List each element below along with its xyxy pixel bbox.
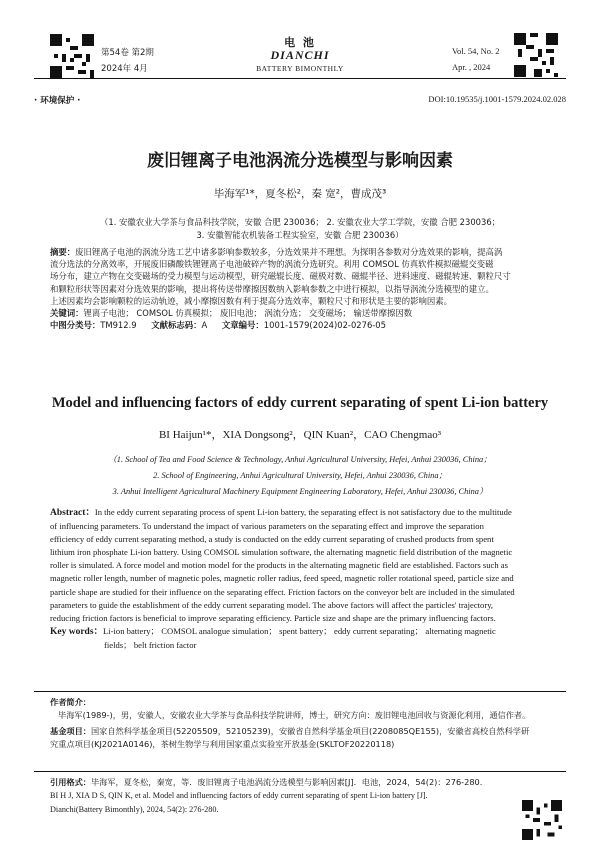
header-divider (34, 78, 566, 79)
abstract-en-line: lithium iron phosphate Li-ion battery. Using COMSOL simulation software, the alternating magnetic field distribution of the magnetic (50, 547, 513, 558)
header-volume-cn: 第54卷 第2期 (101, 48, 154, 58)
section-tag: · 环境保护 · (34, 96, 81, 106)
abstract-cn-line: 和颗粒形状等因素对分选效果的影响，提出将传送带摩擦因数纳入影响参数之中进行模拟，以指导涡流分选模型的建立。 (50, 283, 494, 294)
doc-code-label: 文献标志码： (151, 320, 202, 331)
affiliation-cn-line: 3. 安徽智能农机装备工程实验室，安徽 合肥 230036） (196, 230, 404, 240)
author-intro: 毕海军(1989-)，男，安徽人，安徽农业大学茶与食品科技学院讲师，博士，研究方向：废旧锂电池回收与资源化利用，通信作者。 (58, 709, 531, 720)
authors-cn: 毕海军¹*，夏冬松²，秦 宽²，曹成茂³ (213, 188, 387, 200)
citation (50, 775, 520, 817)
title-cn: 废旧锂离子电池涡流分选模型与影响因素 (147, 151, 453, 171)
fund-label: 基金项目： (50, 726, 91, 736)
abstract-cn-line: 上述因素均会影响颗粒的运动轨迹，减小摩擦因数有利于提高分选效率，颗粒尺寸和形状是主要的影响因素。 (50, 295, 452, 306)
article-no-label: 文章编号： (221, 320, 264, 331)
authors-en: BI Haijun¹*，XIA Dongsong²，QIN Kuan²，CAO Chengmao³ (158, 429, 442, 441)
abstract-cn-label: 摘要： (50, 247, 76, 257)
affiliation-en-line: 2. School of Engineering, Anhui Agricultural University, Hefei, Anhui 230036, China； (153, 471, 447, 480)
affiliation-en-line: （1. School of Tea and Food Science & Technology, Anhui Agricultural University, Hefei, Anhui 230036, China； (108, 455, 492, 464)
fund-text: 究重点项目(KJ2021A0146)，茶树生物学与利用国家重点实验室开放基金(SKLTOF20220118) (50, 738, 395, 749)
header-date-en: Apr. , 2024 (452, 62, 491, 72)
affiliation-en-line: 3. Anhui Intelligent Agricultural Machinery Equipment Engineering Laboratory, Hefei, Anhui 230036, China） (112, 487, 488, 496)
title-en: Model and influencing factors of eddy current separating of spent Li-ion battery (51, 395, 549, 411)
citation-cn: 毕海军，夏冬松，秦宽，等．废旧锂离子电池涡流分选模型与影响因素[J]．电池，2024，54(2)：276-280. (90, 777, 483, 787)
article-no-value: 1001-1579(2024)02-0276-05 (263, 320, 386, 331)
citation-en: Dianchi(Battery Bimonthly), 2024, 54(2): 276-280. (50, 805, 219, 814)
abstract-cn (50, 246, 558, 331)
keywords-en: fields； belt friction factor (104, 639, 197, 650)
fund-text: 国家自然科学基金项目(52205509，52105239)，安徽省自然科学基金项目(2208085QE155)，安徽省高校自然科学研 (90, 726, 530, 736)
keywords-en: Li-ion battery； COMSOL analogue simulation； spent battery； eddy current separating； alternating magnetic (103, 625, 496, 636)
doi: DOI:10.19535/j.1001-1579.2024.02.028 (428, 94, 566, 104)
keywords-cn: 锂离子电池； COMSOL 仿真模拟； 废旧电池； 涡流分选； 交变磁场； 输送带摩擦因数 (83, 308, 413, 319)
affiliation-cn-line: （1. 安徽农业大学茶与食品科技学院，安徽 合肥 230036； 2. 安徽农业大学工学院，安徽 合肥 230036； (99, 217, 501, 227)
clc-value: TM912.9 (100, 320, 137, 331)
citation-label: 引用格式： (50, 777, 91, 787)
abstract-en-label: Abstract： (50, 508, 95, 518)
journal-subtitle: BATTERY BIMONTHLY (256, 64, 344, 73)
journal-name-cn: 电 池 (284, 36, 316, 49)
abstract-en-line: efficiency of eddy current separating method, a study is conducted on the eddy current separating of crushed products from spent (50, 534, 494, 545)
citation-divider (34, 771, 566, 772)
abstract-en-line: parameters to guide the establishment of the eddy current separating model. The above factors will affect the particles' trajectory, (50, 599, 494, 610)
abstract-en-line: magnetic roller length, number of magnetic poles, magnetic roller radius, feed speed, magnetic roller rotational speed, particle size and (50, 573, 514, 584)
abstract-en-line: In the eddy current separating process of spent Li-ion battery, the separating effect is not satisfactory due to the multitude (94, 507, 512, 517)
footnotes (50, 696, 566, 750)
journal-name-en: DIANCHI (270, 48, 330, 62)
citation-en: BI H J, XIA D S, QIN K, et al. Model and influencing factors of eddy current separating of spent Li-ion battery [J]. (50, 791, 428, 800)
header-volume-en: Vol. 54, No. 2 (452, 46, 500, 56)
keywords-en-label: Key words： (50, 626, 104, 637)
footnote-divider (34, 691, 566, 692)
abstract-en-line: of influencing parameters. To understand the impact of various parameters on the separating effect and improve the separation (50, 521, 484, 532)
keywords-cn-label: 关键词： (50, 308, 84, 319)
abstract-en-line: particle shape are studied for their influence on the separating effect. Friction factors on the conveyor belt are included in the simulated (50, 586, 515, 597)
header-date-cn: 2024年 4月 (101, 64, 148, 74)
clc-label: 中图分类号： (50, 320, 101, 331)
doc-code-value: A (201, 320, 208, 331)
abstract-cn-line: 废旧锂离子电池的涡流分选工艺中诸多影响参数较多，分选效果并不理想。为探明各参数对分选效果的影响，提高涡 (75, 247, 503, 257)
abstract-cn-line: 场分布，建立产物在交变磁场的受力模型与运动模型，研究磁辊长度、磁极对数、磁辊半径、进料速度、磁辊转速、颗粒尺寸 (50, 271, 511, 282)
abstract-cn-line: 流分选法的分离效率，开展废旧磷酸铁锂锂离子电池破碎产物的涡流分选研究。利用 COMSOL 仿真软件模拟磁辊交变磁 (50, 259, 494, 270)
abstract-en-line: reducing friction factors is beneficial to improve separating efficiency. Particle size and shape are the primary influencing factors. (50, 612, 496, 623)
abstract-en (50, 506, 558, 652)
citation-qr-code (522, 800, 562, 840)
abstract-en-line: roller is simulated. A force model and motion model for the products in the alternating magnetic field are established. Factors such as (50, 560, 508, 571)
author-intro-label: 作者简介： (50, 697, 91, 707)
